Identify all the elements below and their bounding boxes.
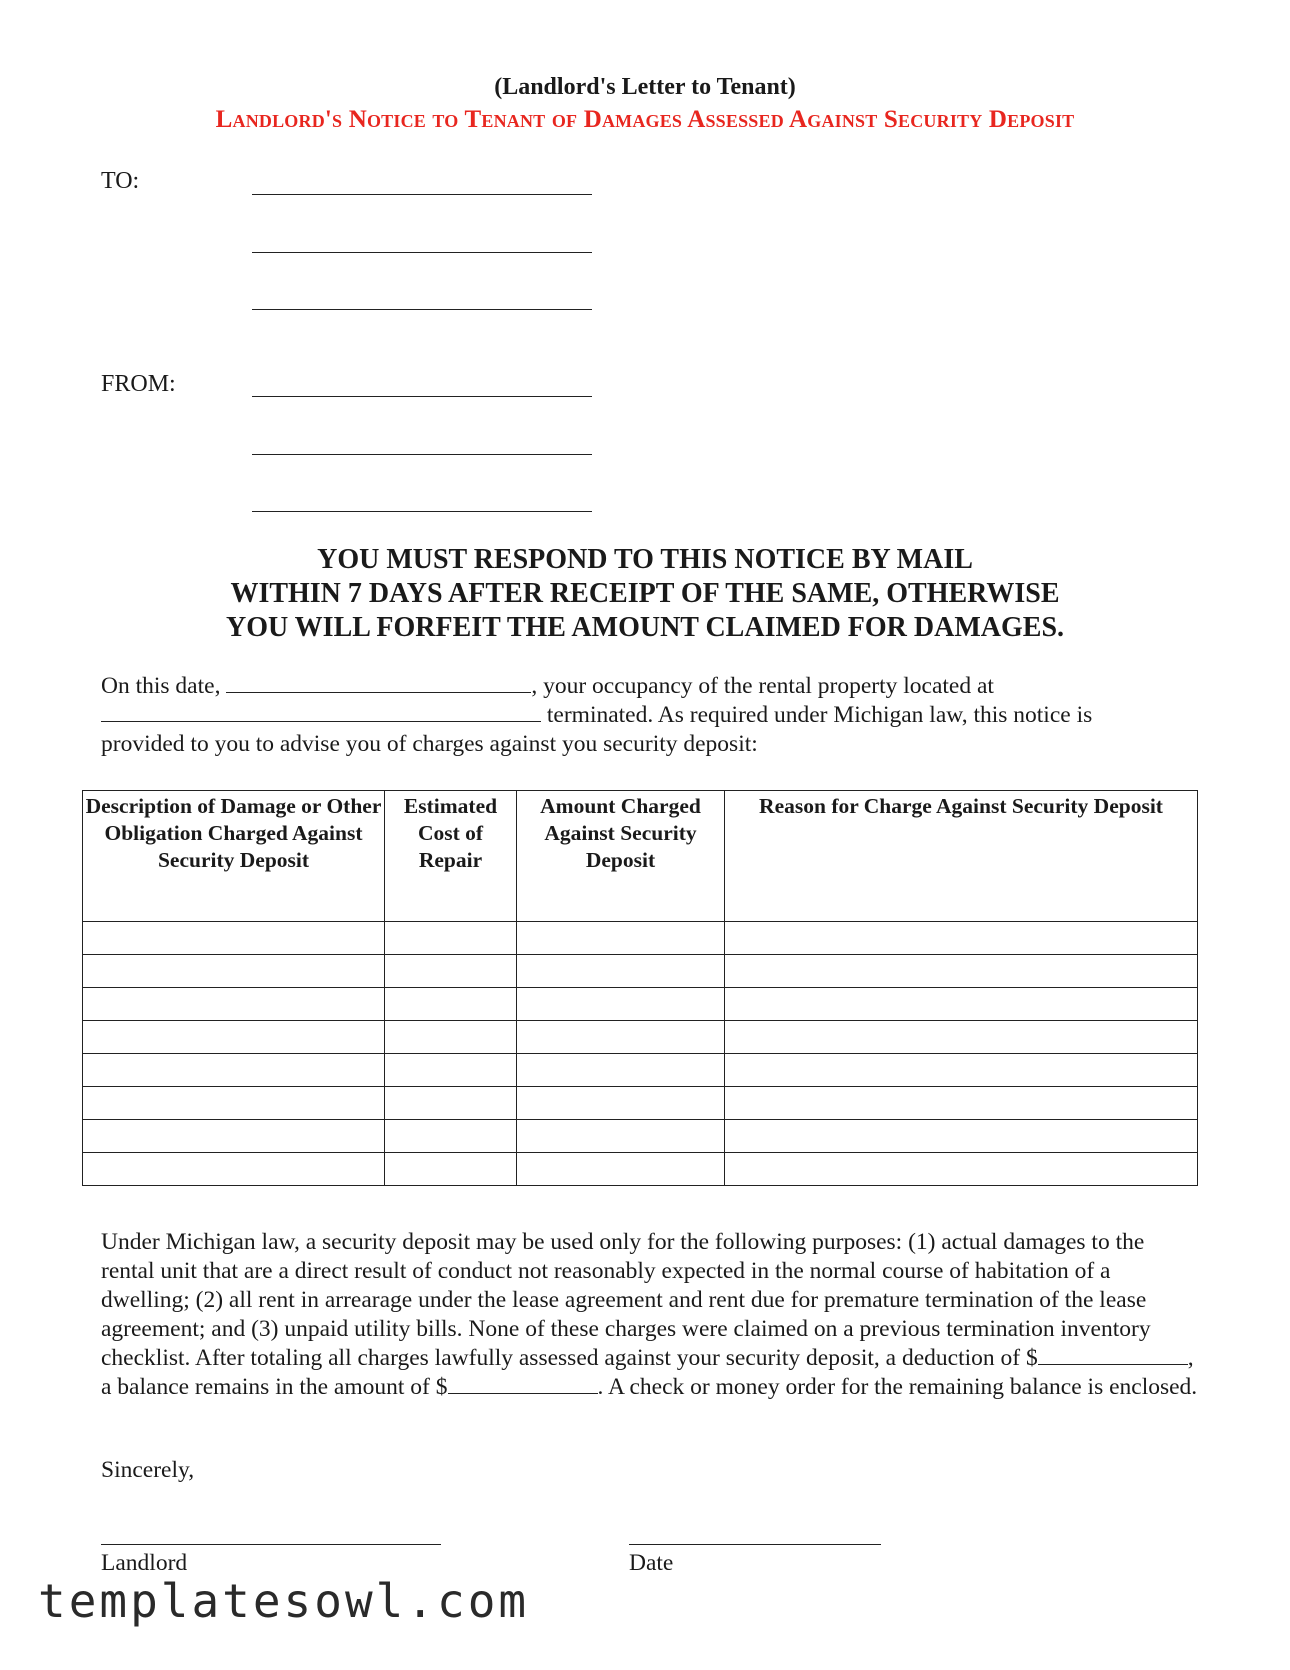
letter-subtitle: (Landlord's Letter to Tenant)	[494, 74, 796, 100]
table-cell[interactable]	[83, 1054, 385, 1087]
intro-text-1: On this date,	[101, 673, 221, 699]
table-cell[interactable]	[517, 1021, 725, 1054]
warning-line-2: WITHIN 7 DAYS AFTER RECEIPT OF THE SAME, OTHERWISE	[230, 578, 1060, 609]
table-cell[interactable]	[83, 1087, 385, 1120]
table-cell[interactable]	[385, 922, 517, 955]
notice-title: Landlord's Notice to Tenant of Damages Assessed Against Security Deposit	[215, 106, 1075, 133]
table-cell[interactable]	[517, 1087, 725, 1120]
law-text-3: . A check or money order for the remaining balance is enclosed.	[597, 1374, 1198, 1400]
table-cell[interactable]	[385, 1021, 517, 1054]
table-cell[interactable]	[725, 1021, 1198, 1054]
to-label: TO:	[101, 168, 140, 194]
table-cell[interactable]	[725, 955, 1198, 988]
table-cell[interactable]	[83, 988, 385, 1021]
table-cell[interactable]	[725, 988, 1198, 1021]
intro-line-2	[101, 701, 1201, 730]
templatesowl-watermark: templatesowl.com	[38, 1574, 530, 1628]
table-row	[83, 1054, 1198, 1087]
table-header-row	[83, 791, 1198, 922]
table-cell[interactable]	[385, 1153, 517, 1186]
charges-table	[82, 790, 1198, 1186]
intro-text-3: terminated. As required under Michigan law, this notice is	[546, 702, 1093, 728]
to-line-1[interactable]	[252, 194, 592, 195]
table-cell[interactable]	[725, 1087, 1198, 1120]
landlord-label: Landlord	[101, 1550, 188, 1576]
intro-text-4: provided to you to advise you of charges against you security deposit:	[101, 731, 758, 757]
law-text-1: Under Michigan law, a security deposit may be used only for the following purposes: (1) actual damages to the rental unit that are a direct result of conduct not reasonably expected in the normal course of habitation of a dwelling; (2) all rent in arrearage under the lease agreement and rent due for premature termination of the lease agreement; and (3) unpaid utility bills. None of these charges were claimed on a previous termination inventory checklist. After totaling all charges lawfully assessed against your security deposit, a deduction of $	[101, 1229, 1151, 1371]
date-label: Date	[629, 1550, 674, 1576]
to-line-3[interactable]	[252, 309, 592, 310]
table-row	[83, 1021, 1198, 1054]
table-cell[interactable]	[517, 1153, 725, 1186]
col-amount-charged-header: Amount Charged Against Security Deposit	[517, 791, 725, 922]
table-cell[interactable]	[83, 1153, 385, 1186]
intro-text-2: , your occupancy of the rental property located at	[531, 673, 994, 699]
col-description-header: Description of Damage or Other Obligation Charged Against Security Deposit	[83, 791, 385, 922]
intro-paragraph	[101, 672, 1201, 759]
to-line-2[interactable]	[252, 252, 592, 253]
response-warning	[0, 543, 1290, 645]
landlord-signature-line[interactable]	[101, 1544, 441, 1545]
deduction-amount-field[interactable]	[1038, 1344, 1188, 1365]
from-line-3[interactable]	[252, 511, 592, 512]
table-cell[interactable]	[725, 922, 1198, 955]
law-paragraph	[101, 1228, 1201, 1402]
table-cell[interactable]	[83, 922, 385, 955]
table-row	[83, 955, 1198, 988]
col-estimated-cost-header: Estimated Cost of Repair	[385, 791, 517, 922]
table-cell[interactable]	[517, 955, 725, 988]
property-address-field[interactable]	[101, 701, 541, 722]
table-cell[interactable]	[385, 1054, 517, 1087]
balance-amount-field[interactable]	[448, 1373, 598, 1394]
table-cell[interactable]	[385, 1087, 517, 1120]
from-line-2[interactable]	[252, 454, 592, 455]
table-cell[interactable]	[517, 1054, 725, 1087]
warning-line-3: YOU WILL FORFEIT THE AMOUNT CLAIMED FOR DAMAGES.	[225, 612, 1065, 643]
warning-line-1: YOU MUST RESPOND TO THIS NOTICE BY MAIL	[317, 544, 973, 575]
from-line-1[interactable]	[252, 396, 592, 397]
table-cell[interactable]	[385, 1120, 517, 1153]
table-cell[interactable]	[725, 1120, 1198, 1153]
termination-date-field[interactable]	[226, 672, 531, 693]
table-cell[interactable]	[83, 1120, 385, 1153]
table-cell[interactable]	[517, 922, 725, 955]
table-row	[83, 1087, 1198, 1120]
table-cell[interactable]	[725, 1153, 1198, 1186]
table-cell[interactable]	[517, 988, 725, 1021]
intro-line-1	[101, 672, 1201, 701]
date-signature-line[interactable]	[629, 1544, 881, 1545]
law-text-2: , a balance remains in the amount of $	[101, 1345, 1194, 1400]
col-reason-header: Reason for Charge Against Security Deposit	[725, 791, 1198, 922]
table-cell[interactable]	[725, 1054, 1198, 1087]
from-label: FROM:	[101, 371, 176, 397]
table-cell[interactable]	[385, 988, 517, 1021]
table-row	[83, 1120, 1198, 1153]
table-cell[interactable]	[517, 1120, 725, 1153]
table-cell[interactable]	[385, 955, 517, 988]
table-row	[83, 1153, 1198, 1186]
table-cell[interactable]	[83, 1021, 385, 1054]
sincerely-text: Sincerely,	[101, 1457, 195, 1483]
table-row	[83, 988, 1198, 1021]
table-row	[83, 922, 1198, 955]
table-cell[interactable]	[83, 955, 385, 988]
